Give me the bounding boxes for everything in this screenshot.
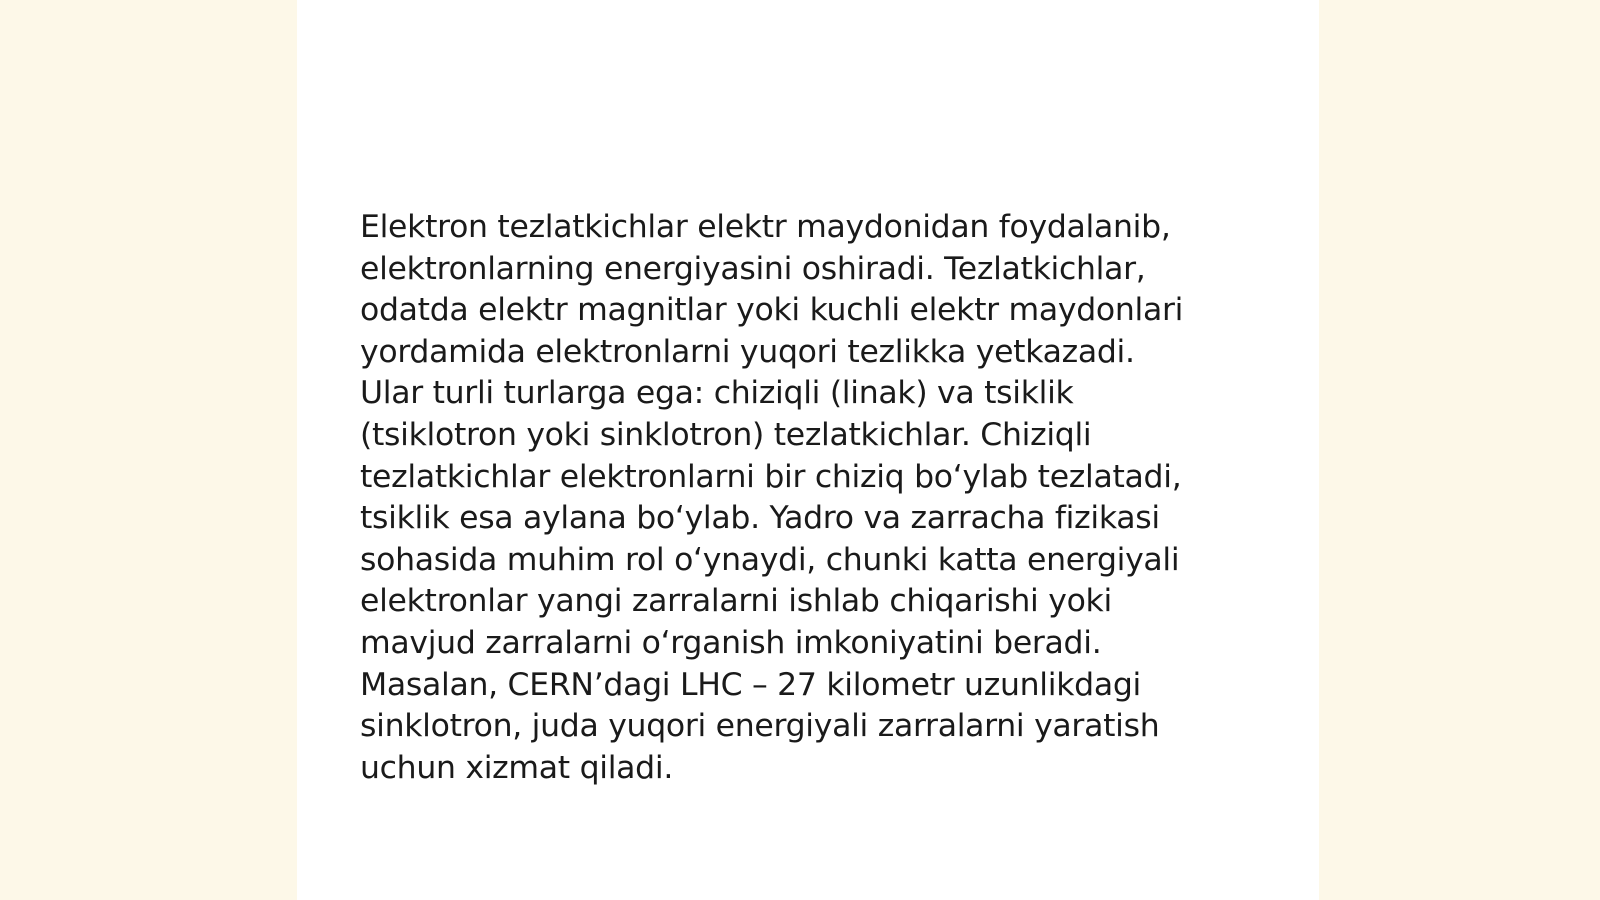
text-line: sohasida muhim rol o‘ynaydi, chunki katta energiyali <box>360 541 1180 578</box>
text-line: Elektron tezlatkichlar elektr maydonidan foydalanib, <box>360 209 1171 245</box>
text-line: uchun xizmat qiladi. <box>360 749 674 786</box>
text-line: odatda elektr magnitlar yoki kuchli elektr maydonlari <box>360 292 1184 329</box>
text-line: Masalan, CERN’dagi LHC – 27 kilometr uzunlikdagi <box>360 666 1141 703</box>
text-line: tsiklik esa aylana bo‘ylab. Yadro va zarracha fizikasi <box>360 500 1160 537</box>
text-line: elektronlar yangi zarralarni ishlab chiqarishi yoki <box>360 583 1112 620</box>
text-line: mavjud zarralarni o‘rganish imkoniyatini beradi. <box>360 624 1102 661</box>
text-line: yordamida elektronlarni yuqori tezlikka yetkazadi. <box>360 333 1135 370</box>
text-line: (tsiklotron yoki sinklotron) tezlatkichlar. Chiziqli <box>360 416 1092 453</box>
text-line: tezlatkichlar elektronlarni bir chiziq bo‘ylab tezlatadi, <box>360 458 1182 495</box>
text-line: sinklotron, juda yuqori energiyali zarralarni yaratish <box>360 708 1160 745</box>
text-line: Ular turli turlarga ega: chiziqli (linak) va tsiklik <box>360 375 1074 412</box>
text-line: elektronlarning energiyasini oshiradi. Tezlatkichlar, <box>360 250 1146 287</box>
slide-body-text <box>360 207 1260 789</box>
slide <box>297 0 1319 900</box>
